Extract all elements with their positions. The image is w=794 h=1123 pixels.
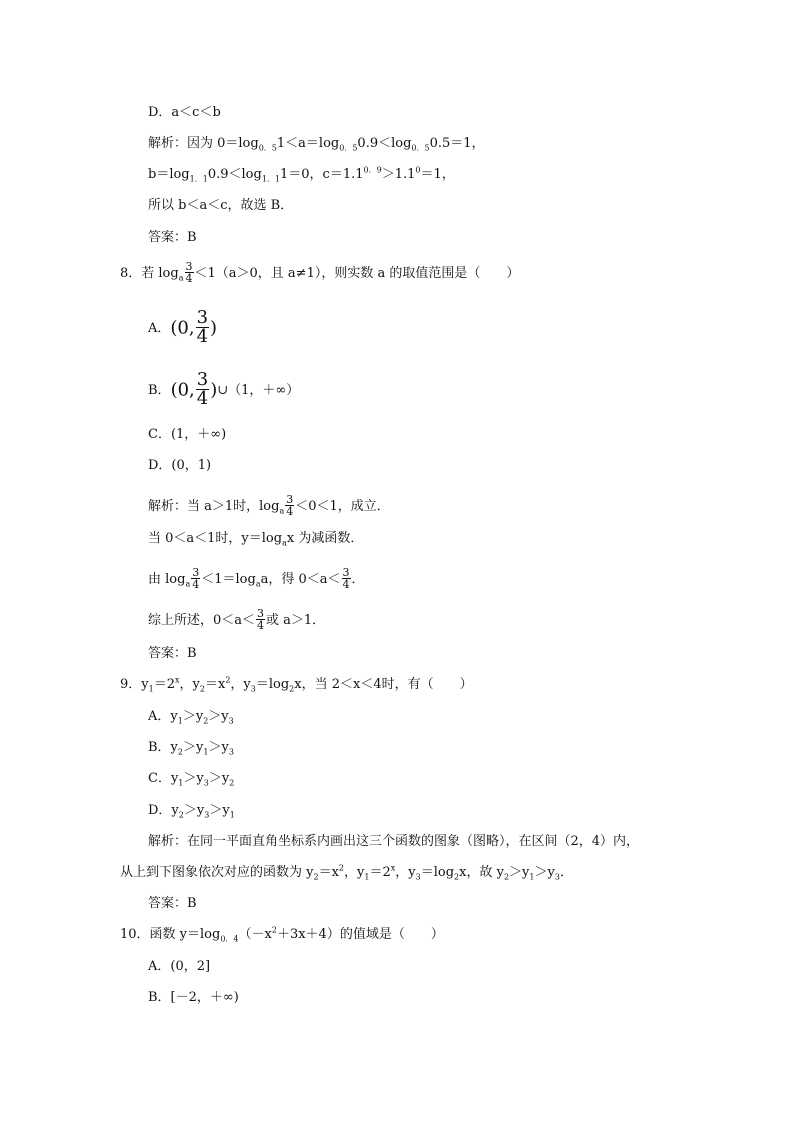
option-8c: C．(1，＋∞) <box>148 427 227 442</box>
option-8b: B．(0, $\frac{3}{4}$ )∪（1，＋∞） <box>148 369 300 409</box>
analysis-line-2: $b=\log_{1.1}0.9<\log_{1.1}1=0$，$c=1.1^{0.9}>1.1^0=1$， <box>148 165 455 184</box>
question-8: 8．若 $\log_a$ $\frac{3}{4}$ ＜1（a＞0，且 a≠1），则实数 a 的取值范围是（ ） <box>120 260 520 285</box>
analysis-line-1: 解析：因为 $0=\log_{0.5}1<a=\log_{0.5}0.9<\log_{0.5}0.5=1$， <box>148 136 485 153</box>
option-9b: B．$y_2>y_1>y_3$ <box>148 740 234 757</box>
answer-7: 答案：B <box>148 230 197 245</box>
analysis-conclusion: 所以 b＜a＜c，故选 B． <box>148 198 294 213</box>
analysis-9-line-1: 解析：在同一平面直角坐标系内画出这三个函数的图象（图略），在区间（2，4）内， <box>148 834 640 849</box>
option-8d: D．(0，1) <box>148 458 212 473</box>
analysis-8-line-1: 解析：当 a＞1时，$\log_a$ $\frac{3}{4}$ ＜0＜1，成立． <box>148 493 390 518</box>
fraction-3-4: $\frac{3}{4}$ <box>185 260 193 285</box>
question-9: 9．$y_1=2^x$，$y_2=x^2$，$y_3=\log_2x$，当 2＜x＜4时，有（ ） <box>120 675 473 694</box>
fraction-3-4: $\frac{3}{4}$ <box>286 493 294 518</box>
analysis-9-line-2: 从上到下图象依次对应的函数为 $y_2=x^2$，$y_1=2^x$，$y_3=\log_2x$，故 $y_2>y_1>y_3$． <box>120 863 573 882</box>
analysis-8-line-2: 当 0＜a＜1时，$y=\log_ax$ 为减函数． <box>148 531 364 548</box>
fraction-3-4: $\frac{3}{4}$ <box>192 566 200 591</box>
fraction-3-4: $\frac{3}{4}$ <box>342 566 350 591</box>
option-8a: A．(0, $\frac{3}{4}$ ) <box>148 307 218 347</box>
analysis-8-line-3: 由 $\log_a$ $\frac{3}{4}$ $<1=\log_aa$，得 0＜a＜ $\frac{3}{4}$ ． <box>148 566 365 591</box>
option-9a: A．$y_1>y_2>y_3$ <box>148 709 234 726</box>
answer-9: 答案：B <box>148 896 197 911</box>
option-d-line: D．a＜c＜b <box>148 105 221 120</box>
question-10: 10．函数 $y=\log_{0.4}(-x^2+3x+4)$的值域是（ ） <box>120 925 444 944</box>
answer-8: 答案：B <box>148 646 197 661</box>
fraction-3-4-big: $\frac{3}{4}$ <box>196 369 209 409</box>
option-9c: C．$y_1>y_3>y_2$ <box>148 771 235 788</box>
fraction-3-4: $\frac{3}{4}$ <box>257 607 265 632</box>
fraction-3-4-big: $\frac{3}{4}$ <box>196 307 209 347</box>
option-9d: D．$y_2>y_3>y_1$ <box>148 803 235 820</box>
option-10b: B．[－2，＋∞) <box>148 990 239 1005</box>
analysis-8-summary: 综上所述，0＜a＜ $\frac{3}{4}$ 或 a＞1． <box>148 607 326 632</box>
option-10a: A．(0，2] <box>148 959 211 974</box>
